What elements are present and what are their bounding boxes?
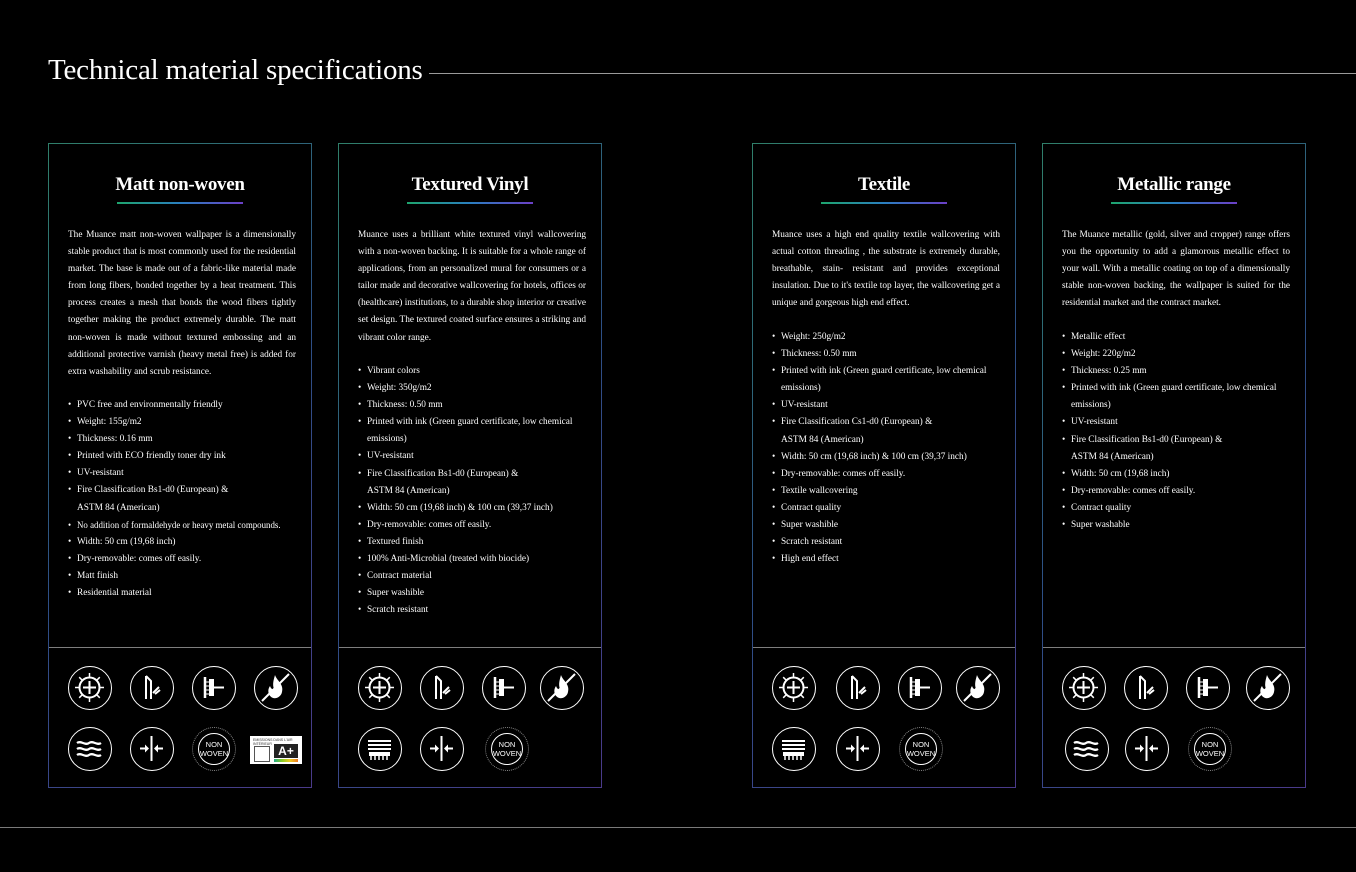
card-textured-vinyl — [338, 143, 602, 788]
spec-item: • Printed with ink (Green guard certificate, low chemical emissions) — [772, 363, 1007, 397]
spec-item: • Scratch resistant — [772, 534, 1007, 551]
card-metallic-range — [1042, 143, 1306, 788]
card-title: Textile — [857, 174, 911, 195]
spec-item: • Width: 50 cm (19,68 inch) & 100 cm (39,37 inch) — [358, 500, 593, 517]
spec-item: • 100% Anti-Microbial (treated with biocide) — [358, 551, 593, 568]
spec-item: • Thickness: 0.16 mm — [68, 431, 303, 448]
card-description: The Muance matt non-woven wallpaper is a dimensionally stable product that is most commonly used for the residential market. The base is made out of a fabric-like material made from long fibers, bonded together by a heat treatment. This process creates a mesh that bonds the wood fibers tightly together making the product extremely durable. The matt non-woven is made without textured embossing and an additional protective varnish (heavy metal free) is added for extra washability and scrub resistance. — [68, 230, 296, 377]
washable-plus-icon — [68, 666, 112, 710]
non-woven-label: NON WOVEN — [492, 740, 522, 758]
non-woven-label: NON WOVEN — [906, 740, 936, 758]
butt-join-icon — [1125, 727, 1169, 771]
non-woven-icon — [1188, 727, 1232, 771]
title-divider — [429, 73, 1356, 74]
brush-paste-icon — [482, 666, 526, 710]
spec-item: • Printed with ink (Green guard certificate, low chemical emissions) — [358, 414, 593, 448]
spec-item: • Contract quality — [772, 500, 1007, 517]
scrub-brush-icon — [772, 727, 816, 771]
spec-item: • Matt finish — [68, 568, 303, 585]
spec-item: • Thickness: 0.25 mm — [1062, 363, 1297, 380]
card-textile — [752, 143, 1016, 788]
paste-the-wall-icon — [1124, 666, 1168, 710]
butt-join-icon — [130, 727, 174, 771]
butt-join-icon — [420, 727, 464, 771]
non-woven-label: NON WOVEN — [199, 740, 229, 758]
brush-paste-icon — [192, 666, 236, 710]
spec-item: • Vibrant colors — [358, 363, 593, 380]
spec-item: • Fire Classification Bs1-d0 (European) & ASTM 84 (American) — [68, 482, 247, 516]
property-icons — [49, 647, 311, 789]
spec-item: • Weight: 250g/m2 — [772, 329, 1007, 346]
card-description: Muance uses a brilliant white textured vinyl wallcovering with a non-woven backing. It is suitable for a whole range of applications, from an personalized mural for consumers or a tailor made and decorative wallcovering for hotels, offices or (healthcare) institutions, to a durable shop interior or creative set design. The textured coated surface ensures a striking and vibrant color range. — [358, 230, 586, 343]
spec-item: • Printed with ink (Green guard certificate, low chemical emissions) — [1062, 380, 1297, 414]
fire-resistant-icon — [540, 666, 584, 710]
fire-resistant-icon — [1246, 666, 1290, 710]
spec-item: • Super washable — [1062, 517, 1297, 534]
spec-item: • Weight: 155g/m2 — [68, 414, 303, 431]
air-label-grade: A+ — [274, 744, 298, 758]
brush-paste-icon — [1186, 666, 1230, 710]
fire-resistant-icon — [254, 666, 298, 710]
spec-item: • Dry-removable: comes off easily. — [68, 551, 303, 568]
spec-item: • Width: 50 cm (19,68 inch) & 100 cm (39,37 inch) — [772, 449, 1007, 466]
washable-plus-icon — [1062, 666, 1106, 710]
butt-join-icon — [836, 727, 880, 771]
non-woven-icon — [899, 727, 943, 771]
non-woven-icon — [485, 727, 529, 771]
spec-list — [68, 397, 303, 602]
property-icons — [1043, 647, 1305, 789]
air-label-text: EMISSIONS DANS L'AIR INTÉRIEUR — [253, 738, 293, 746]
spec-item: • Width: 50 cm (19,68 inch) — [1062, 466, 1297, 483]
spec-item: • Textile wallcovering — [772, 483, 1007, 500]
spec-item: • Weight: 220g/m2 — [1062, 346, 1297, 363]
spec-item: • PVC free and environmentally friendly — [68, 397, 303, 414]
waves-washable-icon — [68, 727, 112, 771]
spec-item: • Contract quality — [1062, 500, 1297, 517]
non-woven-icon — [192, 727, 236, 771]
card-title: Metallic range — [1117, 174, 1231, 195]
title-underline — [1111, 202, 1237, 204]
waves-washable-icon — [1065, 727, 1109, 771]
title-underline — [407, 202, 533, 204]
spec-item: • Dry-removable: comes off easily. — [1062, 483, 1297, 500]
card-title: Matt non-woven — [115, 174, 245, 195]
spec-item: • Fire Classification Bs1-d0 (European) & ASTM 84 (American) — [358, 466, 537, 500]
spec-item: • Super washible — [358, 585, 593, 602]
washable-plus-icon — [358, 666, 402, 710]
spec-item: • Fire Classification Bs1-d0 (European) & ASTM 84 (American) — [1062, 432, 1246, 466]
spec-item: • Thickness: 0.50 mm — [358, 397, 593, 414]
spec-item: • Textured finish — [358, 534, 593, 551]
card-description: Muance uses a high end quality textile wallcovering with actual cotton threading , the substrate is extremely durable, breathable, stain- resistant and provides exceptional insulation. Due to it's textile top layer, the wallcovering get a unique and gorgeous high end effect. — [772, 230, 1000, 309]
spec-item: • Fire Classification Cs1-d0 (European) & ASTM 84 (American) — [772, 414, 956, 448]
spec-item: • Metallic effect — [1062, 329, 1297, 346]
bottom-divider — [0, 827, 1356, 828]
spec-item: • Width: 50 cm (19,68 inch) — [68, 534, 303, 551]
spec-list — [358, 363, 593, 619]
paste-the-wall-icon — [420, 666, 464, 710]
card-matt-non-woven — [48, 143, 312, 788]
spec-item: • Printed with ECO friendly toner dry ink — [68, 448, 303, 465]
spec-item: • Dry-removable: comes off easily. — [772, 466, 1007, 483]
fire-resistant-icon — [956, 666, 1000, 710]
spec-item: • UV-resistant — [1062, 414, 1297, 431]
title-underline — [117, 202, 243, 204]
scrub-brush-icon — [358, 727, 402, 771]
spec-list — [772, 329, 1007, 568]
non-woven-label: NON WOVEN — [1195, 740, 1225, 758]
spec-item: • Thickness: 0.50 mm — [772, 346, 1007, 363]
spec-item: • Residential material — [68, 585, 303, 602]
spec-item: • Super washible — [772, 517, 1007, 534]
house-icon — [254, 746, 270, 762]
spec-item: • High end effect — [772, 551, 1007, 568]
spec-item: • Scratch resistant — [358, 602, 593, 619]
spec-item: • Weight: 350g/m2 — [358, 380, 593, 397]
spec-item: • UV-resistant — [358, 448, 593, 465]
spec-item: • No addition of formaldehyde or heavy metal compounds. — [68, 517, 303, 534]
spec-item: • UV-resistant — [772, 397, 1007, 414]
page-title: Technical material specifications — [48, 54, 423, 86]
paste-the-wall-icon — [130, 666, 174, 710]
paste-the-wall-icon — [836, 666, 880, 710]
spec-item: • Contract material — [358, 568, 593, 585]
title-underline — [821, 202, 947, 204]
brush-paste-icon — [898, 666, 942, 710]
property-icons — [339, 647, 601, 789]
property-icons — [753, 647, 1015, 789]
card-description: The Muance metallic (gold, silver and cropper) range offers you the opportunity to add a glamorous metallic effect to your wall. With a metallic coating on top of a dimensionally stable non-woven backing, the wallpaper is suited for the residential market and the contract market. — [1062, 230, 1290, 309]
spec-list — [1062, 329, 1297, 534]
air-quality-label-icon — [250, 736, 302, 764]
card-title: Textured Vinyl — [411, 174, 529, 195]
air-label-scale — [274, 759, 298, 762]
spec-item: • UV-resistant — [68, 465, 303, 482]
spec-item: • Dry-removable: comes off easily. — [358, 517, 593, 534]
washable-plus-icon — [772, 666, 816, 710]
